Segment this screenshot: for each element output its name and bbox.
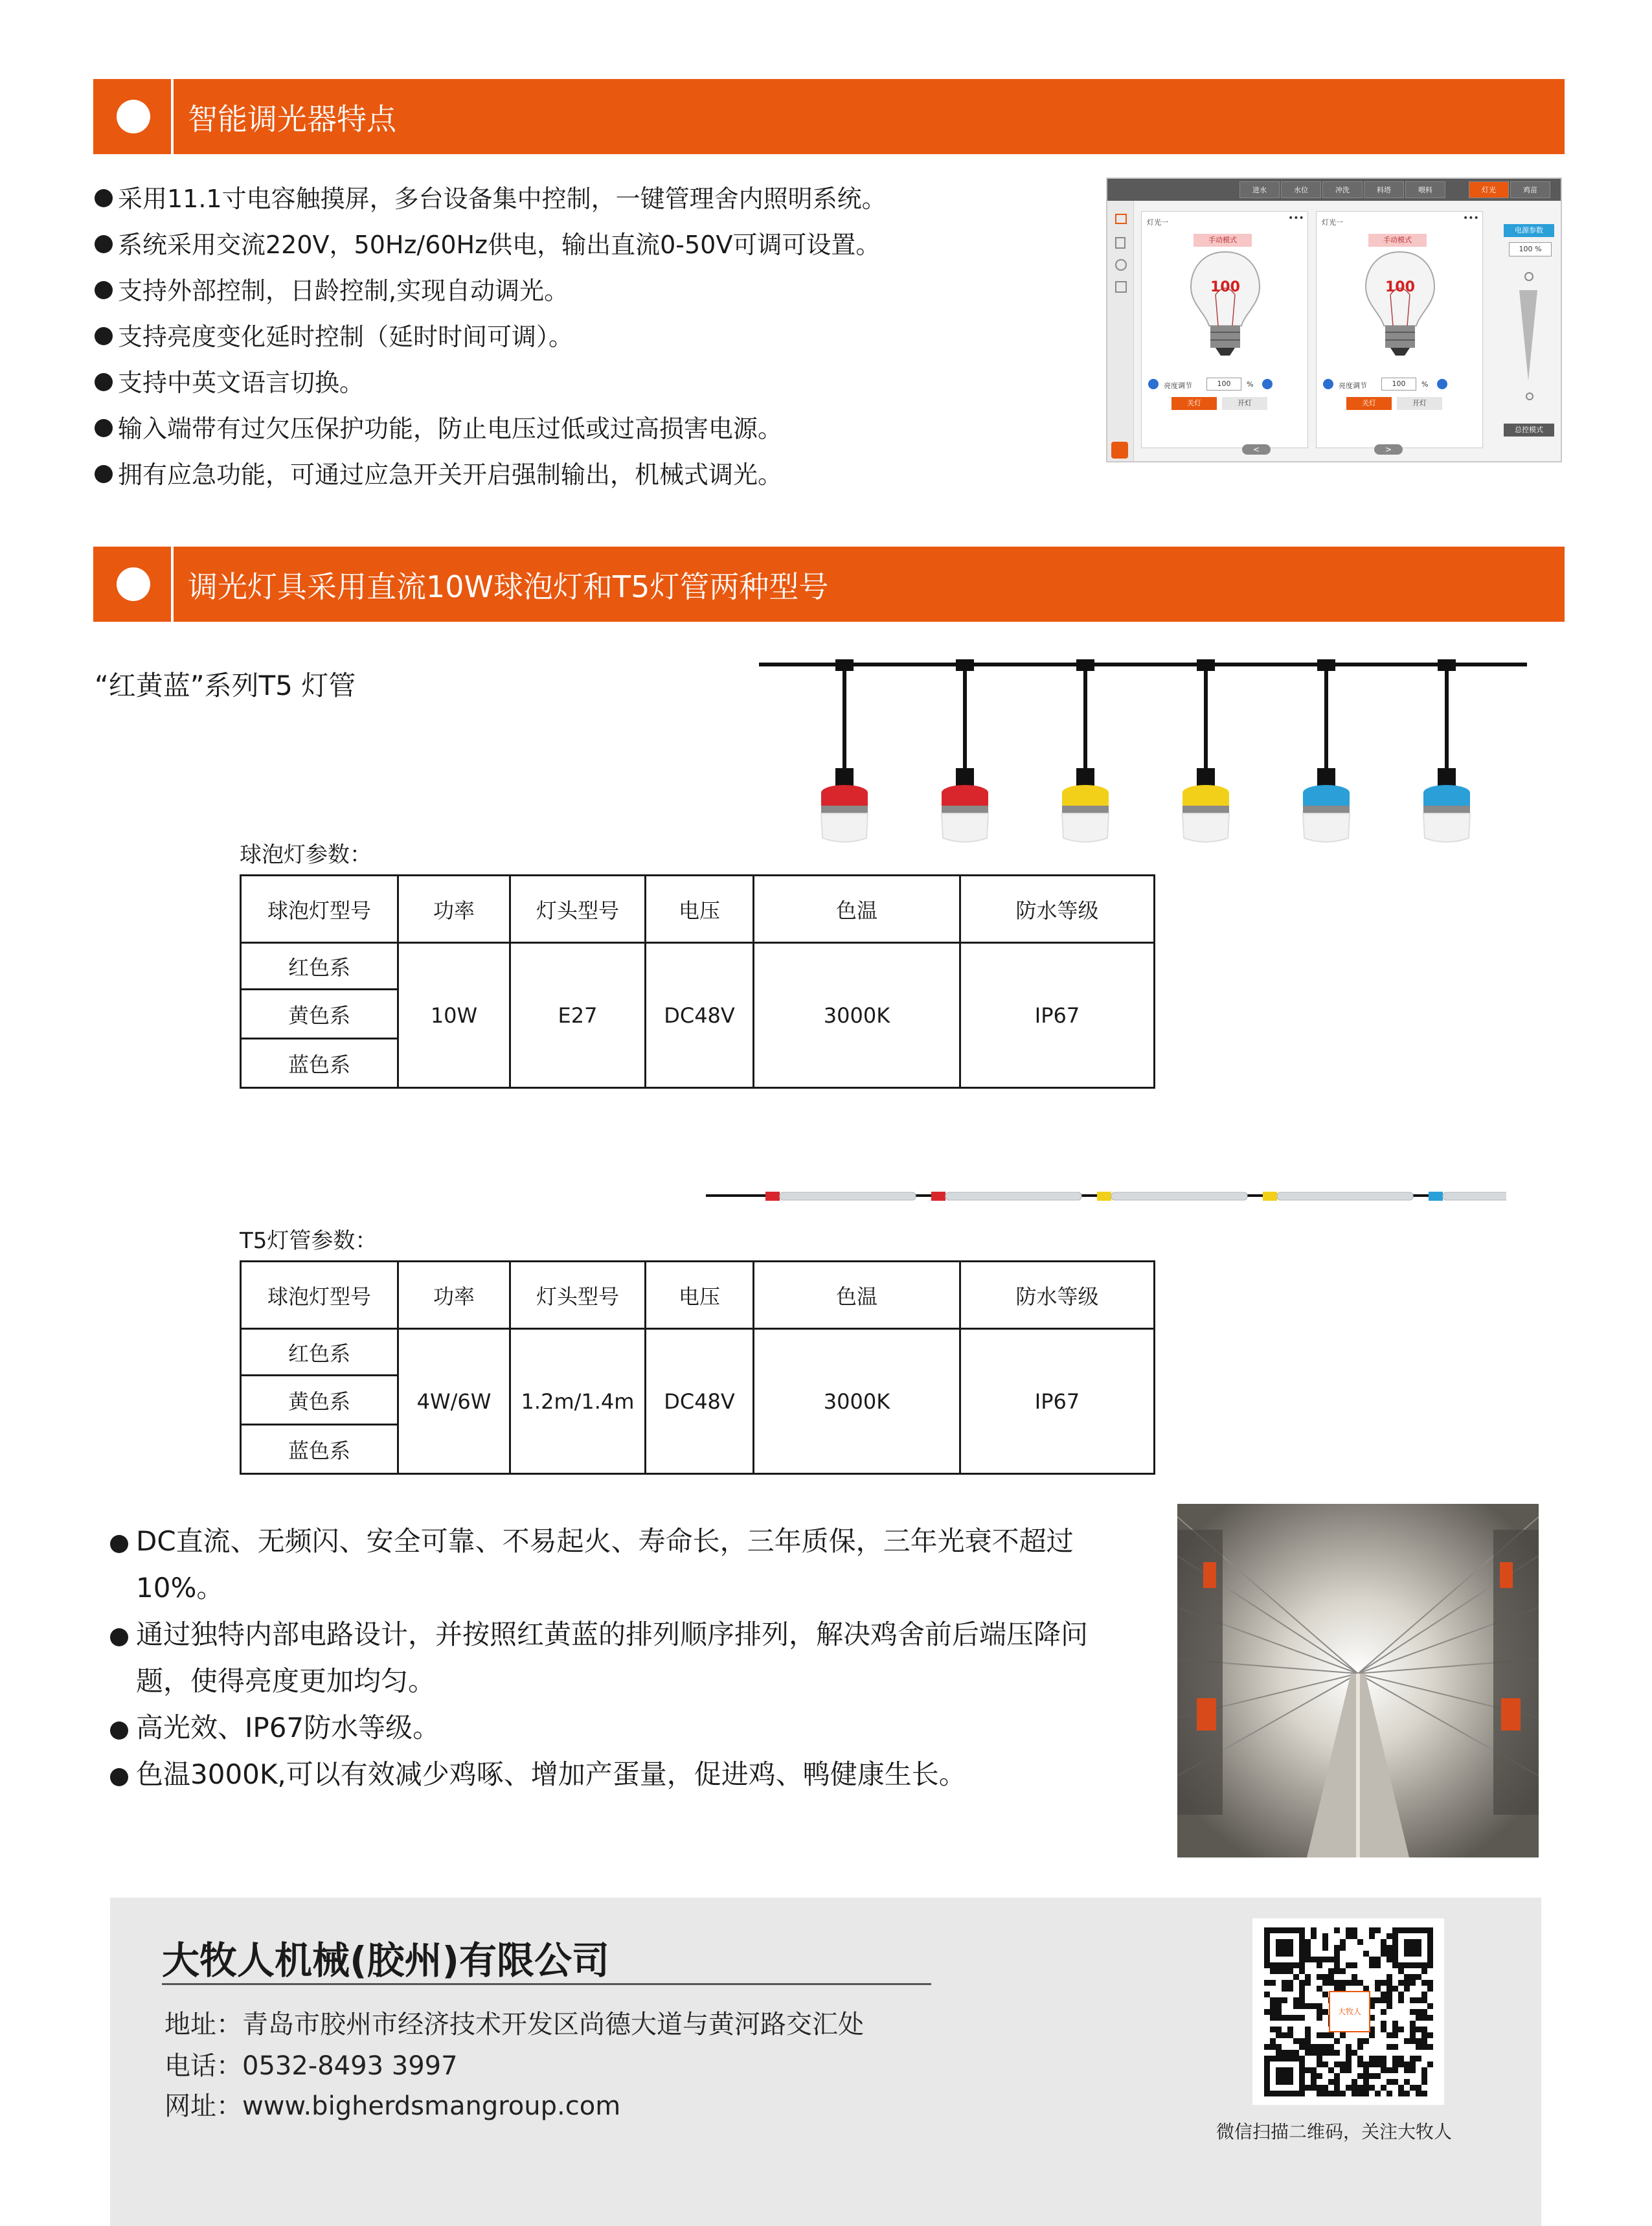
minus-icon xyxy=(1323,379,1333,389)
param-value: 100 % xyxy=(1509,242,1552,256)
tab-flush: 冲洗 xyxy=(1322,181,1363,198)
bullet-icon xyxy=(110,1768,128,1786)
table-cell: 蓝色系 xyxy=(241,1039,398,1088)
table-header: 电压 xyxy=(646,876,754,943)
section-title: 调光灯具采用直流10W球泡灯和T5灯管两种型号 xyxy=(188,569,829,604)
brightness-value: 100 xyxy=(1210,279,1240,295)
card-title: 灯光一 xyxy=(1322,218,1343,227)
light-card xyxy=(1141,211,1308,448)
screenshot-sidebar xyxy=(1107,201,1134,461)
table-cell: 1.2m/1.4m xyxy=(510,1329,646,1474)
adjust-label: 亮度调节 xyxy=(1164,381,1192,390)
t5-table-caption: T5灯管参数： xyxy=(240,1228,378,1254)
table-cell: DC48V xyxy=(646,943,754,1088)
table-header: 色温 xyxy=(754,876,960,943)
bullet-icon xyxy=(95,373,113,391)
home-icon xyxy=(1115,214,1127,224)
dimmer-feature-list xyxy=(95,176,887,498)
t5-tube xyxy=(1263,1192,1413,1201)
footer xyxy=(110,1898,1541,2226)
brightness-value: 100 xyxy=(1385,279,1415,295)
section-header-fixtures xyxy=(93,547,1565,622)
table-row xyxy=(241,1329,1155,1376)
hanging-bulb xyxy=(1182,659,1229,842)
list-item: 支持亮度变化延时控制（延时时间可调）。 xyxy=(95,314,887,360)
hanging-bulb xyxy=(1303,659,1350,842)
t5-spec-table xyxy=(240,1260,1155,1475)
t5-tube xyxy=(1097,1192,1247,1201)
header-dot-icon xyxy=(117,567,150,601)
list-item: 系统采用交流220V，50Hz/60Hz供电，输出直流0-50V可调可设置。 xyxy=(95,222,887,268)
table-header: 球泡灯型号 xyxy=(241,876,398,943)
table-cell: E27 xyxy=(510,943,646,1088)
bulb-string-illustration xyxy=(758,654,1535,848)
bullet-icon xyxy=(95,465,113,483)
header-dot-box xyxy=(93,79,174,154)
table-cell: 红色系 xyxy=(241,1329,398,1376)
tab-feeding: 喂料 xyxy=(1405,181,1445,198)
light-card xyxy=(1316,211,1483,448)
t5-tube-illustration xyxy=(703,1183,1506,1209)
list-item: 高光效、IP67防水等级。 xyxy=(110,1705,1120,1751)
list-item: 支持中英文语言切换。 xyxy=(95,360,887,406)
table-cell: DC48V xyxy=(646,1329,754,1474)
bullet-icon xyxy=(110,1535,128,1553)
qr-code xyxy=(1252,1918,1444,2105)
bullet-icon xyxy=(95,189,113,207)
table-header-row xyxy=(241,1262,1155,1329)
table-cell: 3000K xyxy=(754,1329,960,1474)
bulb-icon xyxy=(1187,249,1263,359)
table-cell: 3000K xyxy=(754,943,960,1088)
t5-tube xyxy=(765,1192,916,1201)
brightness-input: 100 xyxy=(1381,378,1416,391)
series-label: “红黄蓝”系列T5 灯管 xyxy=(95,670,356,701)
screenshot-tabbar xyxy=(1107,179,1561,201)
bullet-icon xyxy=(95,419,113,437)
minus-icon xyxy=(1148,379,1159,389)
table-header: 色温 xyxy=(754,1262,960,1329)
bullet-icon xyxy=(95,281,113,299)
section-title: 智能调光器特点 xyxy=(188,102,396,137)
off-button: 关灯 xyxy=(1171,397,1217,410)
bullet-icon xyxy=(95,327,113,345)
table-cell: 10W xyxy=(398,943,510,1088)
tab-water-level: 水位 xyxy=(1281,181,1321,198)
doc-icon xyxy=(1115,237,1126,249)
list-item: 拥有应急功能，可通过应急开关开启强制输出，机械式调光。 xyxy=(95,452,887,498)
table-cell: IP67 xyxy=(960,1329,1155,1474)
t5-tube xyxy=(931,1192,1081,1201)
tab-lighting: 灯光 xyxy=(1469,181,1509,198)
list-item: 支持外部控制，日龄控制,实现自动调光。 xyxy=(95,268,887,314)
t5-tube xyxy=(1429,1192,1506,1201)
list-item: 采用11.1寸电容触摸屏，多台设备集中控制，一键管理舍内照明系统。 xyxy=(95,176,887,222)
table-header: 功率 xyxy=(398,876,510,943)
moon-icon xyxy=(1526,392,1533,400)
table-header: 灯头型号 xyxy=(510,1262,646,1329)
address: 地址：青岛市胶州市经济技术开发区尚德大道与黄河路交汇处 xyxy=(164,2010,864,2039)
on-button: 开灯 xyxy=(1222,397,1267,410)
adjust-label: 亮度调节 xyxy=(1339,381,1367,390)
more-icon: ••• xyxy=(1288,213,1304,223)
hanging-bulb xyxy=(942,659,988,842)
sun-icon xyxy=(1524,272,1533,281)
brightness-slider xyxy=(1519,290,1537,381)
table-header: 电压 xyxy=(646,1262,754,1329)
list-item: 输入端带有过欠压保护功能，防止电压过低或过高损害电源。 xyxy=(95,406,887,452)
tab-water-in: 进水 xyxy=(1239,181,1280,198)
tab-chicks: 鸡苗 xyxy=(1510,181,1550,198)
table-cell: IP67 xyxy=(960,943,1155,1088)
fixture-feature-list xyxy=(110,1518,1120,1798)
phone: 电话：0532-8493 3997 xyxy=(164,2051,458,2081)
master-mode-button: 总控模式 xyxy=(1504,424,1554,437)
next-page-icon: > xyxy=(1374,444,1403,455)
table-row xyxy=(241,943,1155,990)
power-icon xyxy=(1111,442,1128,459)
off-button: 关灯 xyxy=(1346,397,1392,410)
bullet-icon xyxy=(110,1628,128,1646)
qr-finder xyxy=(1392,1927,1433,1968)
table-cell: 红色系 xyxy=(241,943,398,990)
hanging-bulb xyxy=(1423,659,1470,842)
bulb-spec-table xyxy=(240,874,1155,1089)
qr-caption: 微信扫描二维码，关注大牧人 xyxy=(1216,2121,1453,2142)
plus-icon xyxy=(1437,379,1447,389)
plus-icon xyxy=(1262,379,1273,389)
table-cell: 黄色系 xyxy=(241,1376,398,1425)
bulb-icon xyxy=(1362,249,1438,359)
table-cell: 黄色系 xyxy=(241,990,398,1039)
header-dot-box xyxy=(93,547,174,622)
param-badge: 电源参数 xyxy=(1504,224,1554,237)
bullet-icon xyxy=(95,235,113,253)
table-header: 防水等级 xyxy=(960,876,1155,943)
mode-badge: 手动模式 xyxy=(1194,234,1252,247)
tab-silo: 料塔 xyxy=(1364,181,1404,198)
qr-logo: 大牧人 xyxy=(1329,1991,1370,2032)
hanging-bulb xyxy=(1062,659,1109,842)
table-header: 防水等级 xyxy=(960,1262,1155,1329)
on-button: 开灯 xyxy=(1397,397,1442,410)
table-header: 球泡灯型号 xyxy=(241,1262,398,1329)
table-cell: 蓝色系 xyxy=(241,1425,398,1474)
company-name: 大牧人机械(胶州)有限公司 xyxy=(162,1938,610,1982)
list-item: 色温3000K,可以有效减少鸡啄、增加产蛋量，促进鸡、鸭健康生长。 xyxy=(110,1751,1120,1798)
card-title: 灯光一 xyxy=(1147,218,1168,227)
mode-badge: 手动模式 xyxy=(1368,234,1427,247)
list-item: DC直流、无频闪、安全可靠、不易起火、寿命长，三年质保，三年光衰不超过10%。 xyxy=(110,1518,1120,1611)
header-dot-icon xyxy=(117,100,150,133)
unit-label: % xyxy=(1421,380,1429,389)
table-header: 灯头型号 xyxy=(510,876,646,943)
bulb-table-caption: 球泡灯参数： xyxy=(240,842,372,868)
website[interactable]: 网址：www.bigherdsmangroup.com xyxy=(164,2091,621,2121)
prev-page-icon: < xyxy=(1242,444,1271,455)
bullet-icon xyxy=(110,1721,128,1740)
divider xyxy=(162,1983,931,1985)
poultry-house-photo xyxy=(1177,1504,1539,1857)
gear-icon xyxy=(1115,259,1127,271)
table-header: 功率 xyxy=(398,1262,510,1329)
unit-label: % xyxy=(1247,380,1254,389)
qr-finder xyxy=(1264,2056,1305,2096)
table-header-row xyxy=(241,876,1155,943)
qr-finder xyxy=(1264,1927,1305,1968)
table-cell: 4W/6W xyxy=(398,1329,510,1474)
more-icon: ••• xyxy=(1463,213,1479,223)
section-header-dimmer xyxy=(93,79,1565,154)
list-item: 通过独特内部电路设计，并按照红黄蓝的排列顺序排列，解决鸡舍前后端压降问题，使得亮度更加均匀。 xyxy=(110,1611,1120,1705)
brightness-input: 100 xyxy=(1206,378,1241,391)
controller-screenshot xyxy=(1106,177,1562,462)
stats-icon xyxy=(1115,281,1127,293)
hanging-bulb xyxy=(821,659,868,842)
